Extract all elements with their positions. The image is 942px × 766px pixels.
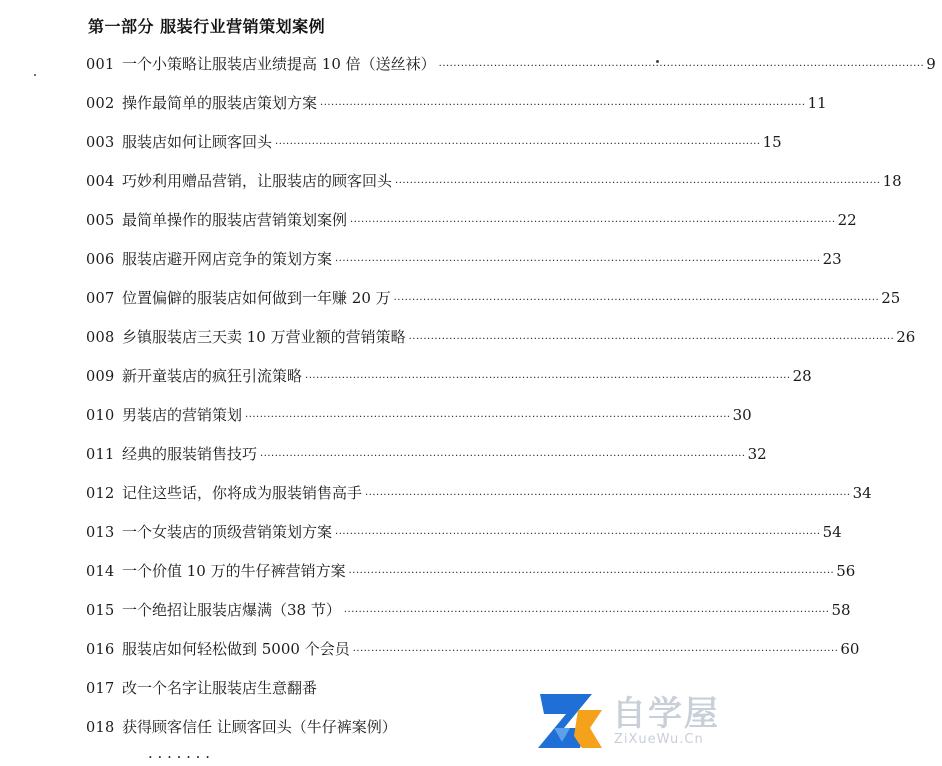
toc-entry-title: 获得顾客信任 让顾客回头（牛仔裤案例） bbox=[122, 718, 397, 736]
toc-entry-title: 改一个名字让服装店生意翻番 bbox=[122, 679, 318, 697]
toc-entry bbox=[86, 247, 842, 286]
toc-entry-title: 一个女装店的顶级营销策划方案 bbox=[122, 523, 333, 541]
toc-entry-title: 操作最简单的服装店策划方案 bbox=[122, 94, 318, 112]
toc-entry-title: 一个绝招让服装店爆满（38 节） bbox=[122, 601, 341, 619]
toc-leader-dots bbox=[275, 133, 761, 157]
toc-entry bbox=[86, 208, 857, 247]
toc-entry-number: 018 bbox=[86, 720, 115, 736]
toc-entry-title: 乡镇服装店三天卖 10 万营业额的营销策略 bbox=[122, 328, 406, 346]
toc-entry bbox=[86, 442, 767, 481]
toc-entry-title: 巧妙利用赠品营销，让服装店的顾客回头 bbox=[122, 172, 393, 190]
toc-entry-number: 008 bbox=[86, 330, 115, 346]
toc-entry bbox=[86, 481, 872, 520]
toc-entry-page: 32 bbox=[747, 445, 767, 463]
toc-entry-title: 服装店如何轻松做到 5000 个会员 bbox=[122, 640, 350, 658]
watermark-name: 自学屋 bbox=[612, 694, 720, 734]
toc-entry-page: 56 bbox=[836, 562, 856, 580]
toc-entry-number: 006 bbox=[86, 252, 115, 268]
toc-entry-number: 002 bbox=[86, 96, 115, 112]
toc-entry-number: 013 bbox=[86, 525, 115, 541]
scan-speck bbox=[34, 74, 36, 76]
toc-entry bbox=[86, 325, 916, 364]
toc-entry bbox=[86, 676, 606, 715]
toc-leader-dots bbox=[344, 601, 830, 625]
toc-entry-number: 015 bbox=[86, 603, 115, 619]
toc-leader-dots bbox=[394, 289, 880, 313]
toc-entry-page: 23 bbox=[822, 250, 842, 268]
toc-leader-dots bbox=[260, 445, 746, 469]
toc-leader-dots bbox=[245, 406, 731, 430]
toc-entry bbox=[86, 403, 752, 442]
toc-entry bbox=[86, 637, 860, 676]
toc-entry-number: 014 bbox=[86, 564, 115, 580]
toc-leader-dots bbox=[439, 55, 925, 79]
toc-entry bbox=[86, 169, 902, 208]
toc-entry-number: 010 bbox=[86, 408, 115, 424]
zixuewu-logo-icon bbox=[534, 688, 608, 754]
section-title: 第一部分 服装行业营销策划案例 bbox=[88, 17, 326, 36]
toc-entry-title: 位置偏僻的服装店如何做到一年赚 20 万 bbox=[122, 289, 391, 307]
toc-entry-title: 最简单操作的服装店营销策划案例 bbox=[122, 211, 348, 229]
toc-entry-title: 男装店的营销策划 bbox=[122, 406, 243, 424]
toc-entry-number: 001 bbox=[86, 57, 115, 73]
toc-entry-page: 25 bbox=[881, 289, 901, 307]
cut-off-text-line: · · · · · · · bbox=[148, 748, 210, 766]
toc-leader-dots bbox=[320, 94, 806, 118]
toc-entry-page: 34 bbox=[852, 484, 872, 502]
toc-entry-title: 新开童装店的疯狂引流策略 bbox=[122, 367, 303, 385]
toc-entry-number: 009 bbox=[86, 369, 115, 385]
toc-entry bbox=[86, 91, 827, 130]
watermark bbox=[530, 684, 738, 756]
toc-entry-number: 012 bbox=[86, 486, 115, 502]
toc-entry-page: 60 bbox=[840, 640, 860, 658]
watermark-url: ZiXueWu.Cn bbox=[614, 732, 704, 747]
scan-speck bbox=[656, 60, 659, 63]
toc-entry bbox=[86, 364, 812, 403]
toc-entry-number: 007 bbox=[86, 291, 115, 307]
toc-leader-dots bbox=[353, 640, 839, 664]
toc-entry-page: 22 bbox=[837, 211, 857, 229]
toc-leader-dots bbox=[335, 523, 821, 547]
toc-entry-title: 一个小策略让服装店业绩提高 10 倍（送丝袜） bbox=[122, 55, 436, 73]
toc-entry-number: 016 bbox=[86, 642, 115, 658]
toc-entry-number: 004 bbox=[86, 174, 115, 190]
toc-leader-dots bbox=[409, 328, 895, 352]
toc-entry-title: 经典的服装销售技巧 bbox=[122, 445, 258, 463]
toc-entry bbox=[86, 559, 856, 598]
toc-entry-title: 服装店避开网店竞争的策划方案 bbox=[122, 250, 333, 268]
toc-entry bbox=[86, 598, 851, 637]
toc-entry bbox=[86, 130, 782, 169]
toc-entry-page: 30 bbox=[732, 406, 752, 424]
toc-entry-page: 28 bbox=[792, 367, 812, 385]
toc-entry-number: 003 bbox=[86, 135, 115, 151]
toc-entry-page: 58 bbox=[831, 601, 851, 619]
toc-leader-dots bbox=[350, 211, 836, 235]
toc-entry-page: 15 bbox=[762, 133, 782, 151]
toc-entry-title: 一个价值 10 万的牛仔裤营销方案 bbox=[122, 562, 346, 580]
toc-leader-dots bbox=[305, 367, 791, 391]
toc-entry bbox=[86, 520, 842, 559]
toc-entry-page: 18 bbox=[882, 172, 902, 190]
toc-entry-number: 005 bbox=[86, 213, 115, 229]
toc-entry-page: 11 bbox=[807, 94, 827, 112]
toc-leader-dots bbox=[365, 484, 851, 508]
toc-entry-number: 011 bbox=[86, 447, 115, 463]
toc-leader-dots bbox=[335, 250, 821, 274]
toc-entry-page: 26 bbox=[896, 328, 916, 346]
toc-entry bbox=[86, 286, 901, 325]
toc-leader-dots bbox=[349, 562, 835, 586]
toc-entry-page: 9 bbox=[926, 55, 936, 73]
toc-entry-page: 54 bbox=[822, 523, 842, 541]
toc-entry-title: 记住这些话，你将成为服装销售高手 bbox=[122, 484, 363, 502]
toc-entry bbox=[86, 52, 936, 91]
toc-entry-title: 服装店如何让顾客回头 bbox=[122, 133, 273, 151]
toc-entry-number: 017 bbox=[86, 681, 115, 697]
toc-leader-dots bbox=[395, 172, 881, 196]
